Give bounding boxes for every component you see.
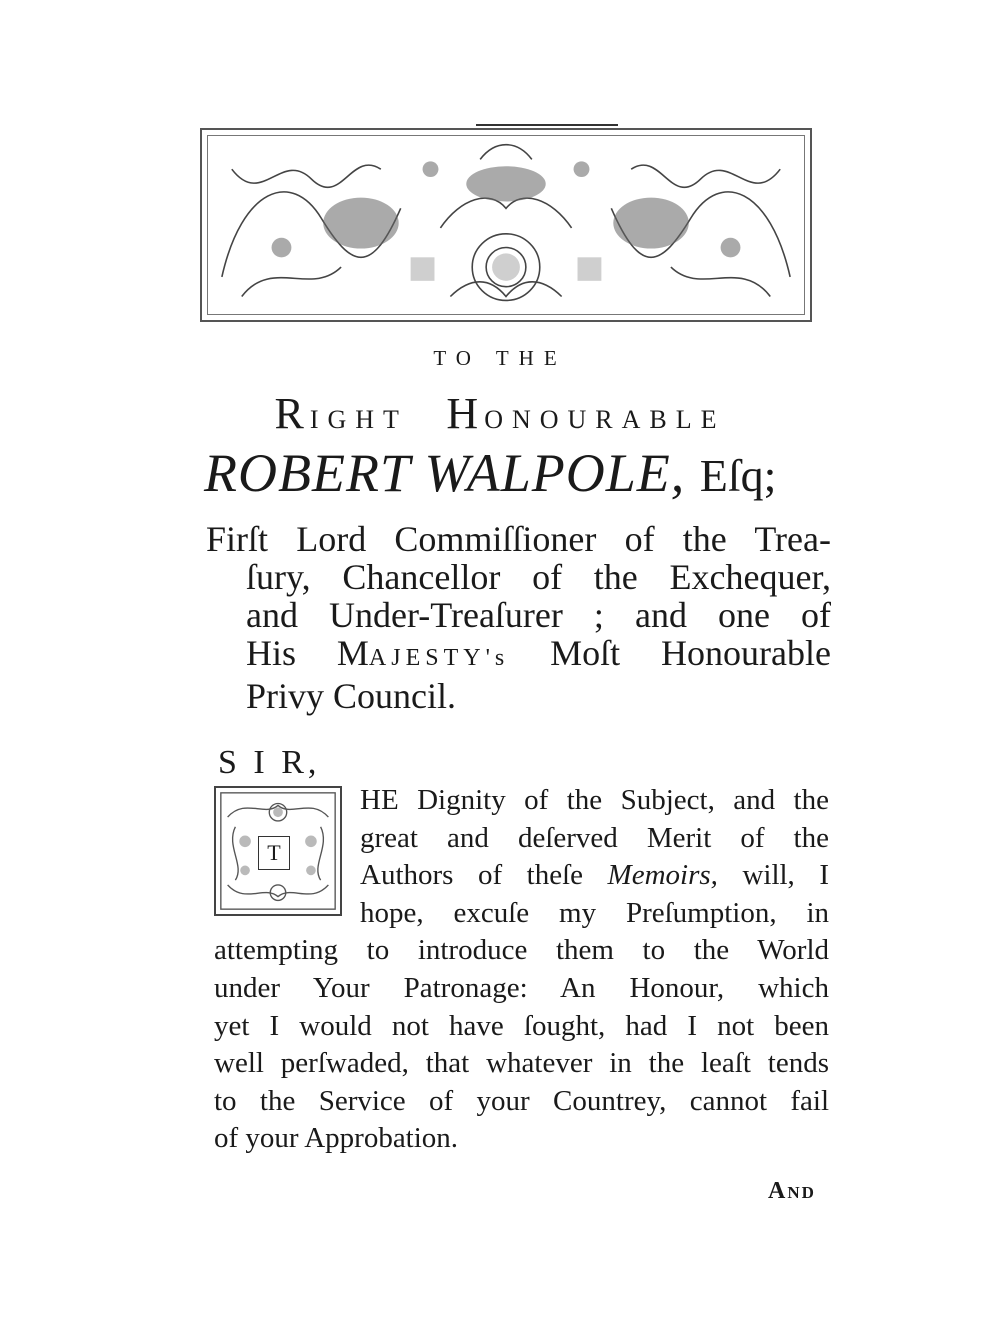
right-honourable-heading (0, 388, 1000, 439)
right-initial: R (274, 389, 310, 438)
catchword: AND (768, 1178, 816, 1204)
body-line: well perſwaded, that whatever in the leaſt tends (214, 1047, 829, 1080)
salutation: S I R, (218, 744, 321, 781)
dedicatee-name (204, 442, 776, 504)
right-rest: IGHT (309, 405, 408, 434)
body-line: yet I would not have ſought, had I not been (214, 1009, 829, 1042)
initial-letter: T (258, 836, 290, 870)
body-line: under Your Patronage: An Honour, which (214, 971, 829, 1004)
offices-line-2: ſury, Chancellor of the Exchequer, (246, 557, 831, 597)
letter-body (214, 782, 829, 1158)
body-line: to the Service of your Countrey, cannot fail (214, 1084, 829, 1117)
body-line: Authors of theſe Memoirs, will, I (360, 859, 829, 892)
ornament-engraving (202, 130, 810, 320)
honourable-rest: ONOURABLE (484, 405, 726, 434)
body-line: attempting to introduce them to the World (214, 934, 829, 967)
offices-line-3: and Under-Treaſurer ; and one of (246, 595, 831, 635)
body-line: HE Dignity of the Subject, and the (360, 784, 829, 816)
body-line: of your Approbation. (214, 1122, 459, 1155)
offices-line-4: His MAJESTY's Moſt Honourable (246, 633, 831, 673)
body-line: hope, excuſe my Preſumption, in (360, 896, 829, 929)
dedicatee-name-text: ROBERT WALPOLE, (204, 443, 686, 503)
body-line: great and deſerved Merit of the (360, 821, 829, 854)
top-rule (476, 124, 618, 126)
to-the-heading: TO THE (433, 346, 567, 370)
offices-line-5: Privy Council. (246, 676, 457, 716)
headpiece-ornament (200, 128, 812, 322)
esquire-title: Eſq; (699, 450, 777, 501)
dedicatee-offices (206, 520, 831, 715)
offices-line-1: Firſt Lord Commiſſioner of the Trea- (206, 519, 831, 559)
memoirs-word: Memoirs, (607, 859, 718, 892)
honourable-initial: H (446, 389, 485, 438)
